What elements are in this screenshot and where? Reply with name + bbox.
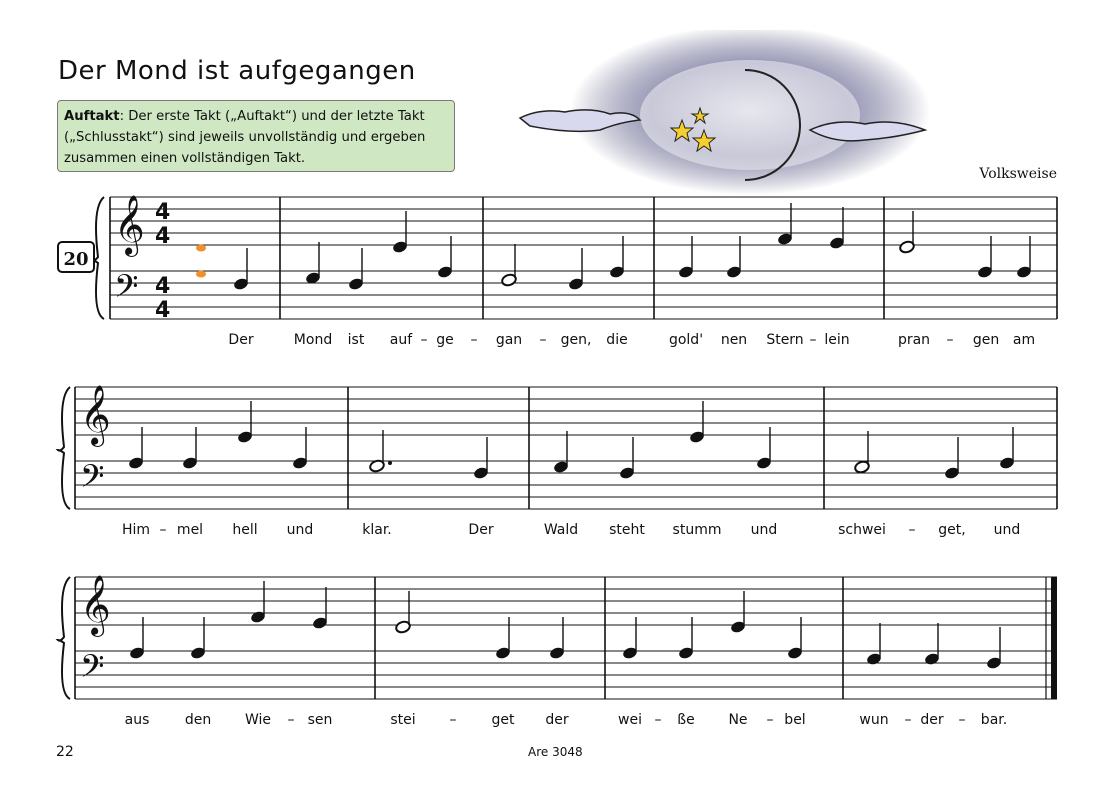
piece-number: 20 xyxy=(63,249,89,270)
lyric: get, xyxy=(938,522,966,538)
info-text: : Der erste Takt („Auftakt“) und der letzte Takt („Schlusstakt“) sind jeweils unvollständig und ergeben zusammen einen vollständigen Takt. xyxy=(64,109,426,166)
lyric: Der xyxy=(468,522,494,538)
page-title: Der Mond ist aufgegangen xyxy=(58,56,416,86)
notes xyxy=(128,203,1036,670)
lyric: hell xyxy=(232,522,258,538)
lyric: – xyxy=(420,332,428,348)
lyric: – xyxy=(809,332,817,348)
lyric: Him xyxy=(121,522,151,538)
time-signature-bottom: 4 xyxy=(155,298,171,323)
lyric: Der xyxy=(228,332,254,348)
lyric: Wie xyxy=(244,712,272,728)
lyric: – xyxy=(539,332,547,348)
lyric: lein xyxy=(824,332,850,348)
lyric: – xyxy=(904,712,912,728)
treble-clef-icon: 𝄞 xyxy=(80,385,111,445)
lyric: der xyxy=(920,712,944,728)
lyric: schwei xyxy=(838,522,886,538)
lyric: – xyxy=(287,712,295,728)
note-dot xyxy=(388,461,392,465)
lyric: get xyxy=(491,712,515,728)
lyric: bel xyxy=(784,712,806,728)
lyric: aus xyxy=(124,712,150,728)
time-signature-top: 4 xyxy=(155,200,171,225)
system-3 xyxy=(75,577,1057,699)
time-signature-top: 4 xyxy=(155,224,171,249)
lyric: – xyxy=(908,522,916,538)
lyric: stei xyxy=(390,712,416,728)
lyric: – xyxy=(766,712,774,728)
lyric: – xyxy=(470,332,478,348)
lyric: und xyxy=(750,522,778,538)
lyric: Stern xyxy=(766,332,804,348)
composer-label: Volksweise xyxy=(979,166,1057,182)
lyric: wei xyxy=(618,712,642,728)
page-number: 22 xyxy=(56,744,74,760)
catalog-number: Are 3048 xyxy=(528,745,583,759)
lyric: gan xyxy=(495,332,523,348)
lyric: auf xyxy=(389,332,413,348)
lyric: – xyxy=(159,522,167,538)
lyric: stumm xyxy=(672,522,722,538)
system-1 xyxy=(110,197,1057,319)
lyric: – xyxy=(449,712,457,728)
lyric: – xyxy=(958,712,966,728)
lyric: den xyxy=(184,712,212,728)
lyric: die xyxy=(606,332,628,348)
lyric: – xyxy=(654,712,662,728)
lyric: klar. xyxy=(362,522,392,538)
treble-clef-icon: 𝄞 xyxy=(80,575,111,635)
bass-clef-icon: 𝄢 xyxy=(80,458,105,502)
bass-clef-icon: 𝄢 xyxy=(114,268,139,312)
lyric: steht xyxy=(609,522,645,538)
lyric: und xyxy=(286,522,314,538)
lyric: wun xyxy=(859,712,889,728)
system-2 xyxy=(75,387,1057,509)
time-signature-bottom: 4 xyxy=(155,274,171,299)
treble-clef-icon: 𝄞 xyxy=(114,195,145,255)
upbeat-rest-marker xyxy=(196,245,206,252)
lyric: bar. xyxy=(980,712,1008,728)
lyric: gold' xyxy=(668,332,704,348)
lyric: ge xyxy=(436,332,454,348)
lyric: – xyxy=(946,332,954,348)
lyric: Wald xyxy=(543,522,579,538)
lyric: gen xyxy=(972,332,1000,348)
lyric: gen, xyxy=(560,332,592,348)
info-term: Auftakt xyxy=(64,109,120,124)
lyric: ße xyxy=(677,712,695,728)
lyric: Ne xyxy=(728,712,748,728)
upbeat-rest-marker xyxy=(196,271,206,278)
lyric: der xyxy=(545,712,569,728)
lyric: am xyxy=(1012,332,1036,348)
lyric: pran xyxy=(897,332,931,348)
lyric: und xyxy=(993,522,1021,538)
lyric: sen xyxy=(307,712,333,728)
bass-clef-icon: 𝄢 xyxy=(80,648,105,692)
lyric: mel xyxy=(176,522,204,538)
lyric: Mond xyxy=(293,332,333,348)
lyric: nen xyxy=(720,332,748,348)
lyric: ist xyxy=(347,332,365,348)
